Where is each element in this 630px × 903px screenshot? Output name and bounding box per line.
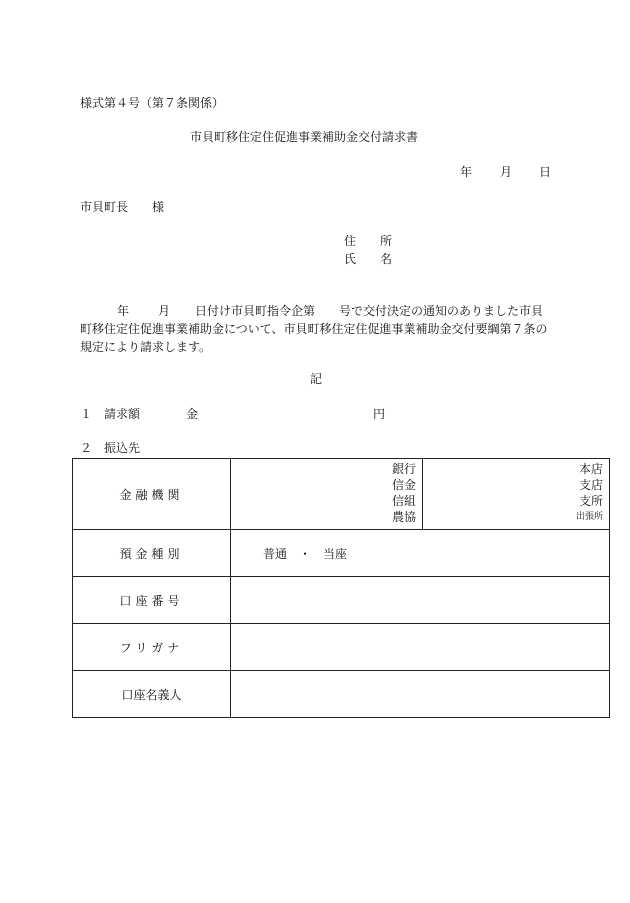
branch-type-item: 出張所 — [575, 512, 603, 522]
bank-type-item: 農協 — [391, 510, 416, 524]
bank-types — [376, 461, 416, 525]
bank-table — [72, 458, 610, 718]
body-paragraph — [80, 302, 555, 356]
account-type-cell[interactable] — [231, 530, 610, 577]
bank-type-item: 信組 — [391, 494, 416, 508]
date-year: 年 — [460, 165, 473, 179]
date-month: 月 — [500, 165, 513, 179]
table-row — [73, 671, 610, 718]
institution-label: 金融機関 — [73, 459, 231, 530]
account-type-label: 預金種別 — [73, 530, 231, 577]
addressee: 市貝町長 様 — [80, 200, 165, 214]
table-row — [73, 577, 610, 624]
body-year: 年 — [117, 304, 130, 318]
furigana-cell[interactable] — [231, 624, 610, 671]
item2-label: 振込先 — [104, 441, 141, 455]
table-row — [73, 624, 610, 671]
address-label: 住 所 — [344, 234, 393, 248]
ki-heading: 記 — [310, 372, 323, 386]
bank-type-item: 銀行 — [391, 462, 416, 476]
page-title: 市貝町移住定住促進事業補助金交付請求書 — [190, 130, 419, 144]
branch-type-item: 支店 — [578, 478, 603, 492]
item1-unit: 円 — [373, 407, 386, 421]
form-number: 様式第４号（第７条関係） — [80, 96, 225, 110]
table-row — [73, 530, 610, 577]
account-type-value: 普通 ・ 当座 — [263, 546, 348, 561]
table-row — [73, 459, 610, 530]
account-number-cell[interactable] — [231, 577, 610, 624]
item2-number: ２ — [80, 441, 93, 455]
name-label: 氏 名 — [344, 252, 393, 266]
branch-types — [551, 461, 603, 525]
institution-divider — [422, 459, 423, 529]
item1-kin: 金 — [186, 407, 199, 421]
holder-cell[interactable] — [231, 671, 610, 718]
furigana-label: フリガナ — [73, 624, 231, 671]
branch-type-item: 支所 — [578, 494, 603, 508]
branch-type-item: 本店 — [578, 462, 603, 476]
institution-cell[interactable] — [231, 459, 610, 530]
body-text: 日付け市貝町指令企第 号で交付決定の通知のありました市貝町移住定住促進事業補助金について、市貝町移住定住促進事業補助金交付要綱第７条の規定により請求します。 — [80, 304, 548, 354]
account-number-label: 口座番号 — [73, 577, 231, 624]
body-month: 月 — [158, 304, 171, 318]
holder-label: 口座名義人 — [73, 671, 231, 718]
date-day: 日 — [539, 165, 552, 179]
item1-number: １ — [80, 407, 93, 421]
bank-type-item: 信金 — [391, 478, 416, 492]
item1-label: 請求額 — [104, 407, 141, 421]
